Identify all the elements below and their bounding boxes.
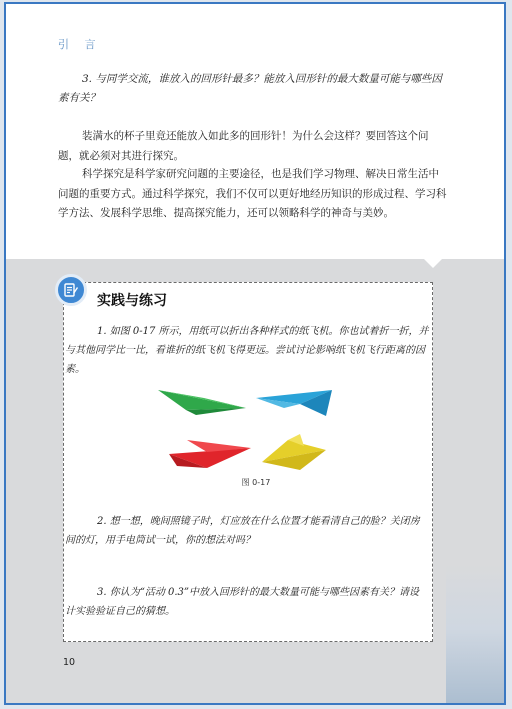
practice-title: 实践与练习 <box>97 293 167 309</box>
exercise-1: 1. 如图 0-17 所示，用纸可以折出各种样式的纸飞机。你也试着折一折，并与其他同学比一比，看谁折的纸飞机飞得更远。尝试讨论影响纸飞机飞行距离的因素。 <box>65 326 429 375</box>
exercise-2: 2. 想一想，晚间照镜子时，灯应放在什么位置才能看清自己的脸？关闭房间的灯，用手电筒试一试，你的想法对吗？ <box>65 516 420 546</box>
notebook-pencil-icon <box>55 274 87 306</box>
section-header: 引 言 <box>58 38 102 51</box>
red-paper-plane <box>167 436 253 470</box>
intro-paragraph-1: 装满水的杯子里竟还能放入如此多的回形针！为什么会这样？要回答这个问题，就必须对其进行探究。 <box>58 130 429 162</box>
yellow-paper-plane <box>260 432 328 472</box>
exercise-3: 3. 你认为“活动 0.3”中放入回形针的最大数量可能与哪些因素有关？请设计实验验证自己的猜想。 <box>65 587 420 617</box>
decorative-sky <box>446 564 506 705</box>
intro-question-3: 3. 与同学交流，谁放入的回形针最多？能放入回形针的最大数量可能与哪些因素有关？ <box>58 73 442 104</box>
green-paper-plane <box>156 384 248 416</box>
page-number: 10 <box>63 657 76 668</box>
figure-caption: 图 0-17 <box>241 478 271 487</box>
section-notch <box>424 259 442 268</box>
intro-paragraph-2: 科学探究是科学家研究问题的主要途径，也是我们学习物理、解决日常生活中问题的重要方式。通过科学探究，我们不仅可以更好地经历知识的形成过程、学习科学方法、发展科学思维、提高探究能力，还可以领略科学的神奇与美妙。 <box>58 168 447 219</box>
blue-paper-plane <box>254 384 334 420</box>
